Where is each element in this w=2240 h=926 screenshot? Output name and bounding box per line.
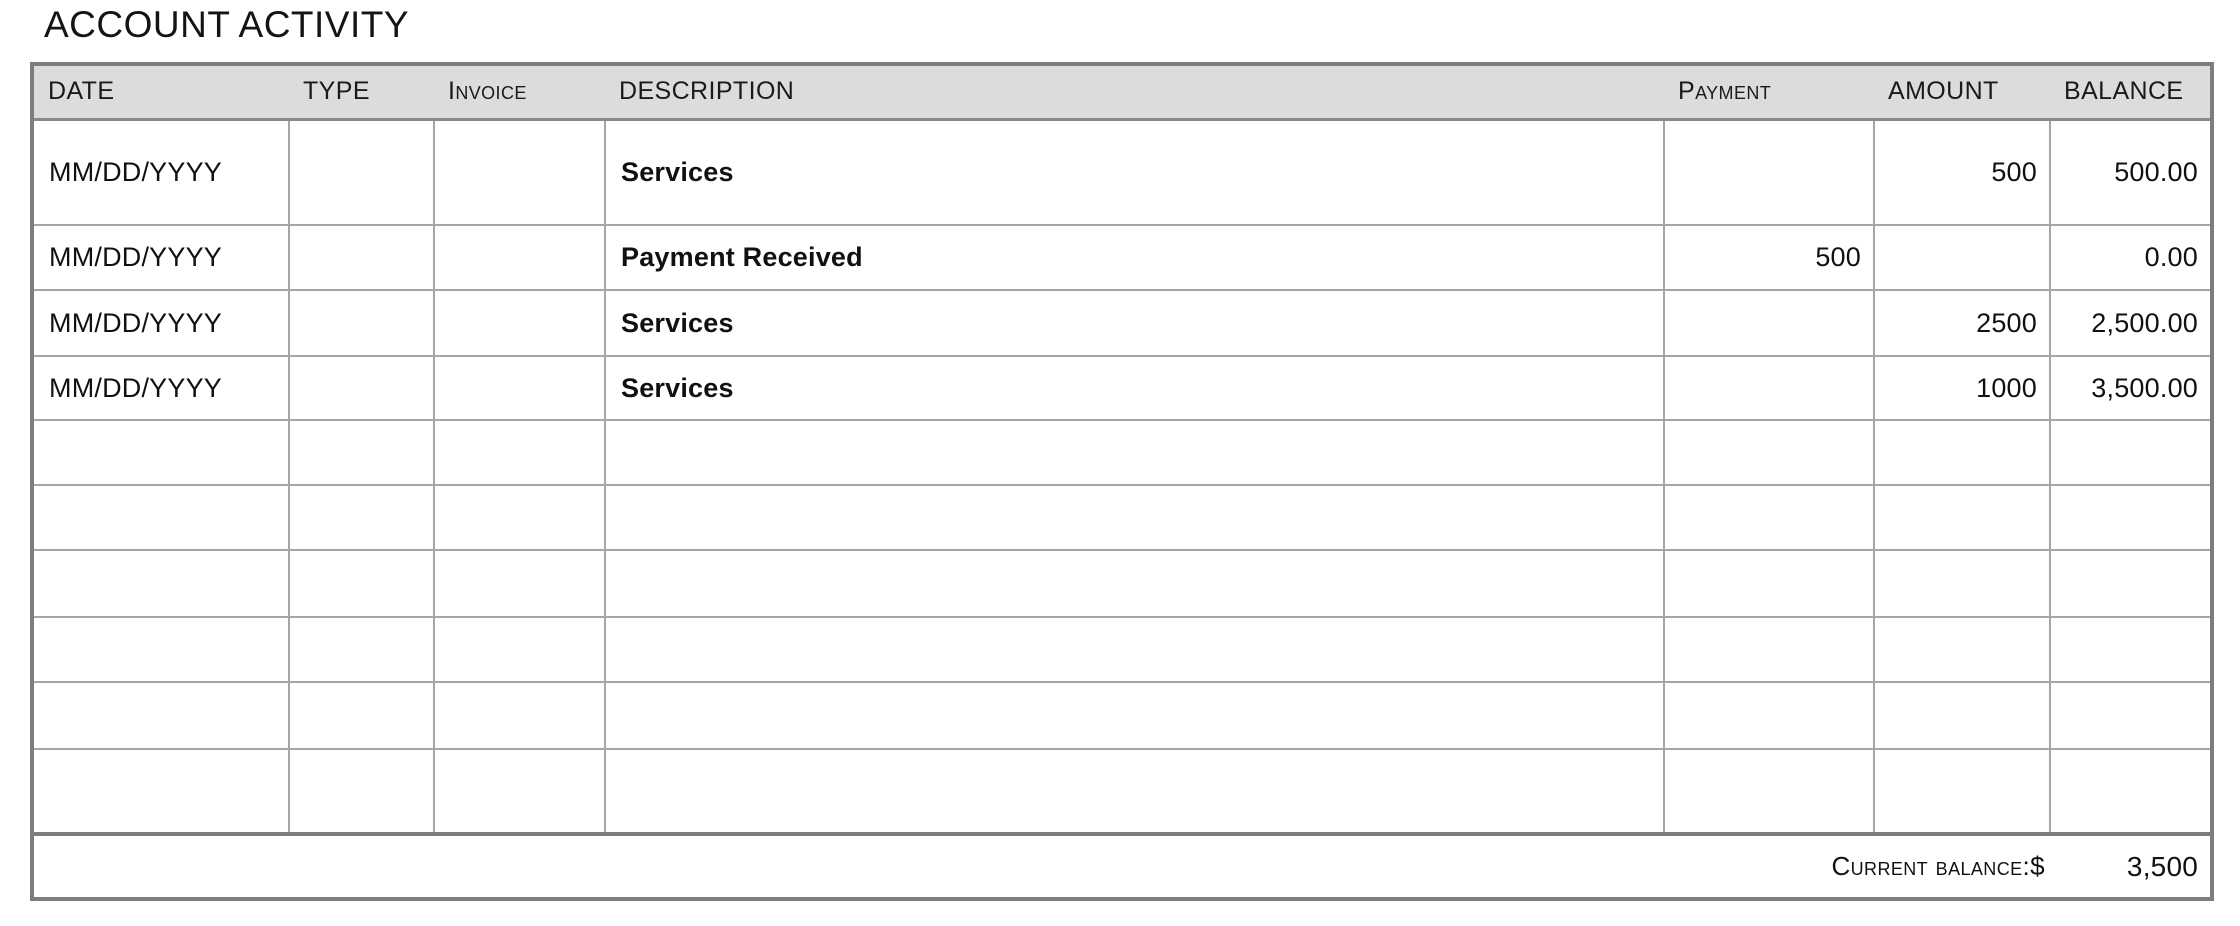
cell-balance <box>2050 550 2212 617</box>
cell-type <box>289 290 434 356</box>
cell-balance: 3,500.00 <box>2050 356 2212 420</box>
cell-description <box>605 682 1664 749</box>
table-row <box>32 225 2212 290</box>
cell-balance <box>2050 617 2212 682</box>
cell-amount: 500 <box>1874 119 2050 225</box>
cell-payment <box>1664 617 1874 682</box>
cell-amount: 1000 <box>1874 356 2050 420</box>
cell-invoice <box>434 617 605 682</box>
header-cell-date: DATE <box>32 64 289 119</box>
cell-balance <box>2050 682 2212 749</box>
header-row <box>32 64 2212 119</box>
cell-date <box>32 682 289 749</box>
cell-amount <box>1874 749 2050 834</box>
cell-amount <box>1874 225 2050 290</box>
cell-amount <box>1874 617 2050 682</box>
cell-amount: 2500 <box>1874 290 2050 356</box>
cell-amount <box>1874 682 2050 749</box>
cell-type <box>289 682 434 749</box>
table-row <box>32 617 2212 682</box>
table-row <box>32 420 2212 485</box>
cell-payment <box>1664 485 1874 550</box>
cell-balance <box>2050 485 2212 550</box>
cell-description <box>605 485 1664 550</box>
cell-date: MM/DD/YYYY <box>32 225 289 290</box>
cell-payment <box>1664 290 1874 356</box>
cell-invoice <box>434 225 605 290</box>
cell-date: MM/DD/YYYY <box>32 119 289 225</box>
cell-description: Payment Received <box>605 225 1664 290</box>
table-row <box>32 356 2212 420</box>
cell-date <box>32 485 289 550</box>
cell-invoice <box>434 749 605 834</box>
current-balance-label: Current balance:$ <box>32 834 2050 899</box>
cell-type <box>289 617 434 682</box>
cell-description: Services <box>605 356 1664 420</box>
header-cell-amount: AMOUNT <box>1874 64 2050 119</box>
cell-type <box>289 749 434 834</box>
cell-balance <box>2050 420 2212 485</box>
table-row <box>32 682 2212 749</box>
cell-description <box>605 617 1664 682</box>
cell-description <box>605 749 1664 834</box>
table-row <box>32 749 2212 834</box>
page-title: ACCOUNT ACTIVITY <box>44 4 410 45</box>
cell-balance: 0.00 <box>2050 225 2212 290</box>
cell-amount <box>1874 550 2050 617</box>
cell-description <box>605 550 1664 617</box>
cell-type <box>289 119 434 225</box>
footer-row <box>32 834 2212 899</box>
table-row <box>32 485 2212 550</box>
cell-invoice <box>434 356 605 420</box>
cell-date <box>32 420 289 485</box>
cell-payment <box>1664 550 1874 617</box>
cell-invoice <box>434 420 605 485</box>
cell-date <box>32 749 289 834</box>
cell-date: MM/DD/YYYY <box>32 356 289 420</box>
cell-payment <box>1664 420 1874 485</box>
cell-payment <box>1664 356 1874 420</box>
table-row <box>32 290 2212 356</box>
cell-invoice <box>434 290 605 356</box>
table-row <box>32 550 2212 617</box>
cell-description: Services <box>605 119 1664 225</box>
cell-description <box>605 420 1664 485</box>
cell-description: Services <box>605 290 1664 356</box>
account-activity-table <box>30 62 2214 901</box>
header-cell-payment: Payment <box>1664 64 1874 119</box>
current-balance-value: 3,500 <box>2050 834 2212 899</box>
cell-type <box>289 356 434 420</box>
cell-balance: 500.00 <box>2050 119 2212 225</box>
cell-date <box>32 617 289 682</box>
cell-balance <box>2050 749 2212 834</box>
cell-invoice <box>434 682 605 749</box>
cell-amount <box>1874 420 2050 485</box>
cell-amount <box>1874 485 2050 550</box>
header-cell-type: TYPE <box>289 64 434 119</box>
cell-date <box>32 550 289 617</box>
cell-type <box>289 420 434 485</box>
cell-date: MM/DD/YYYY <box>32 290 289 356</box>
header-cell-balance: BALANCE <box>2050 64 2212 119</box>
cell-balance: 2,500.00 <box>2050 290 2212 356</box>
cell-payment <box>1664 682 1874 749</box>
cell-invoice <box>434 119 605 225</box>
table-row <box>32 119 2212 225</box>
cell-type <box>289 225 434 290</box>
cell-invoice <box>434 550 605 617</box>
cell-payment: 500 <box>1664 225 1874 290</box>
cell-invoice <box>434 485 605 550</box>
header-cell-invoice: Invoice <box>434 64 605 119</box>
cell-type <box>289 485 434 550</box>
cell-type <box>289 550 434 617</box>
header-cell-description: DESCRIPTION <box>605 64 1664 119</box>
cell-payment <box>1664 119 1874 225</box>
cell-payment <box>1664 749 1874 834</box>
